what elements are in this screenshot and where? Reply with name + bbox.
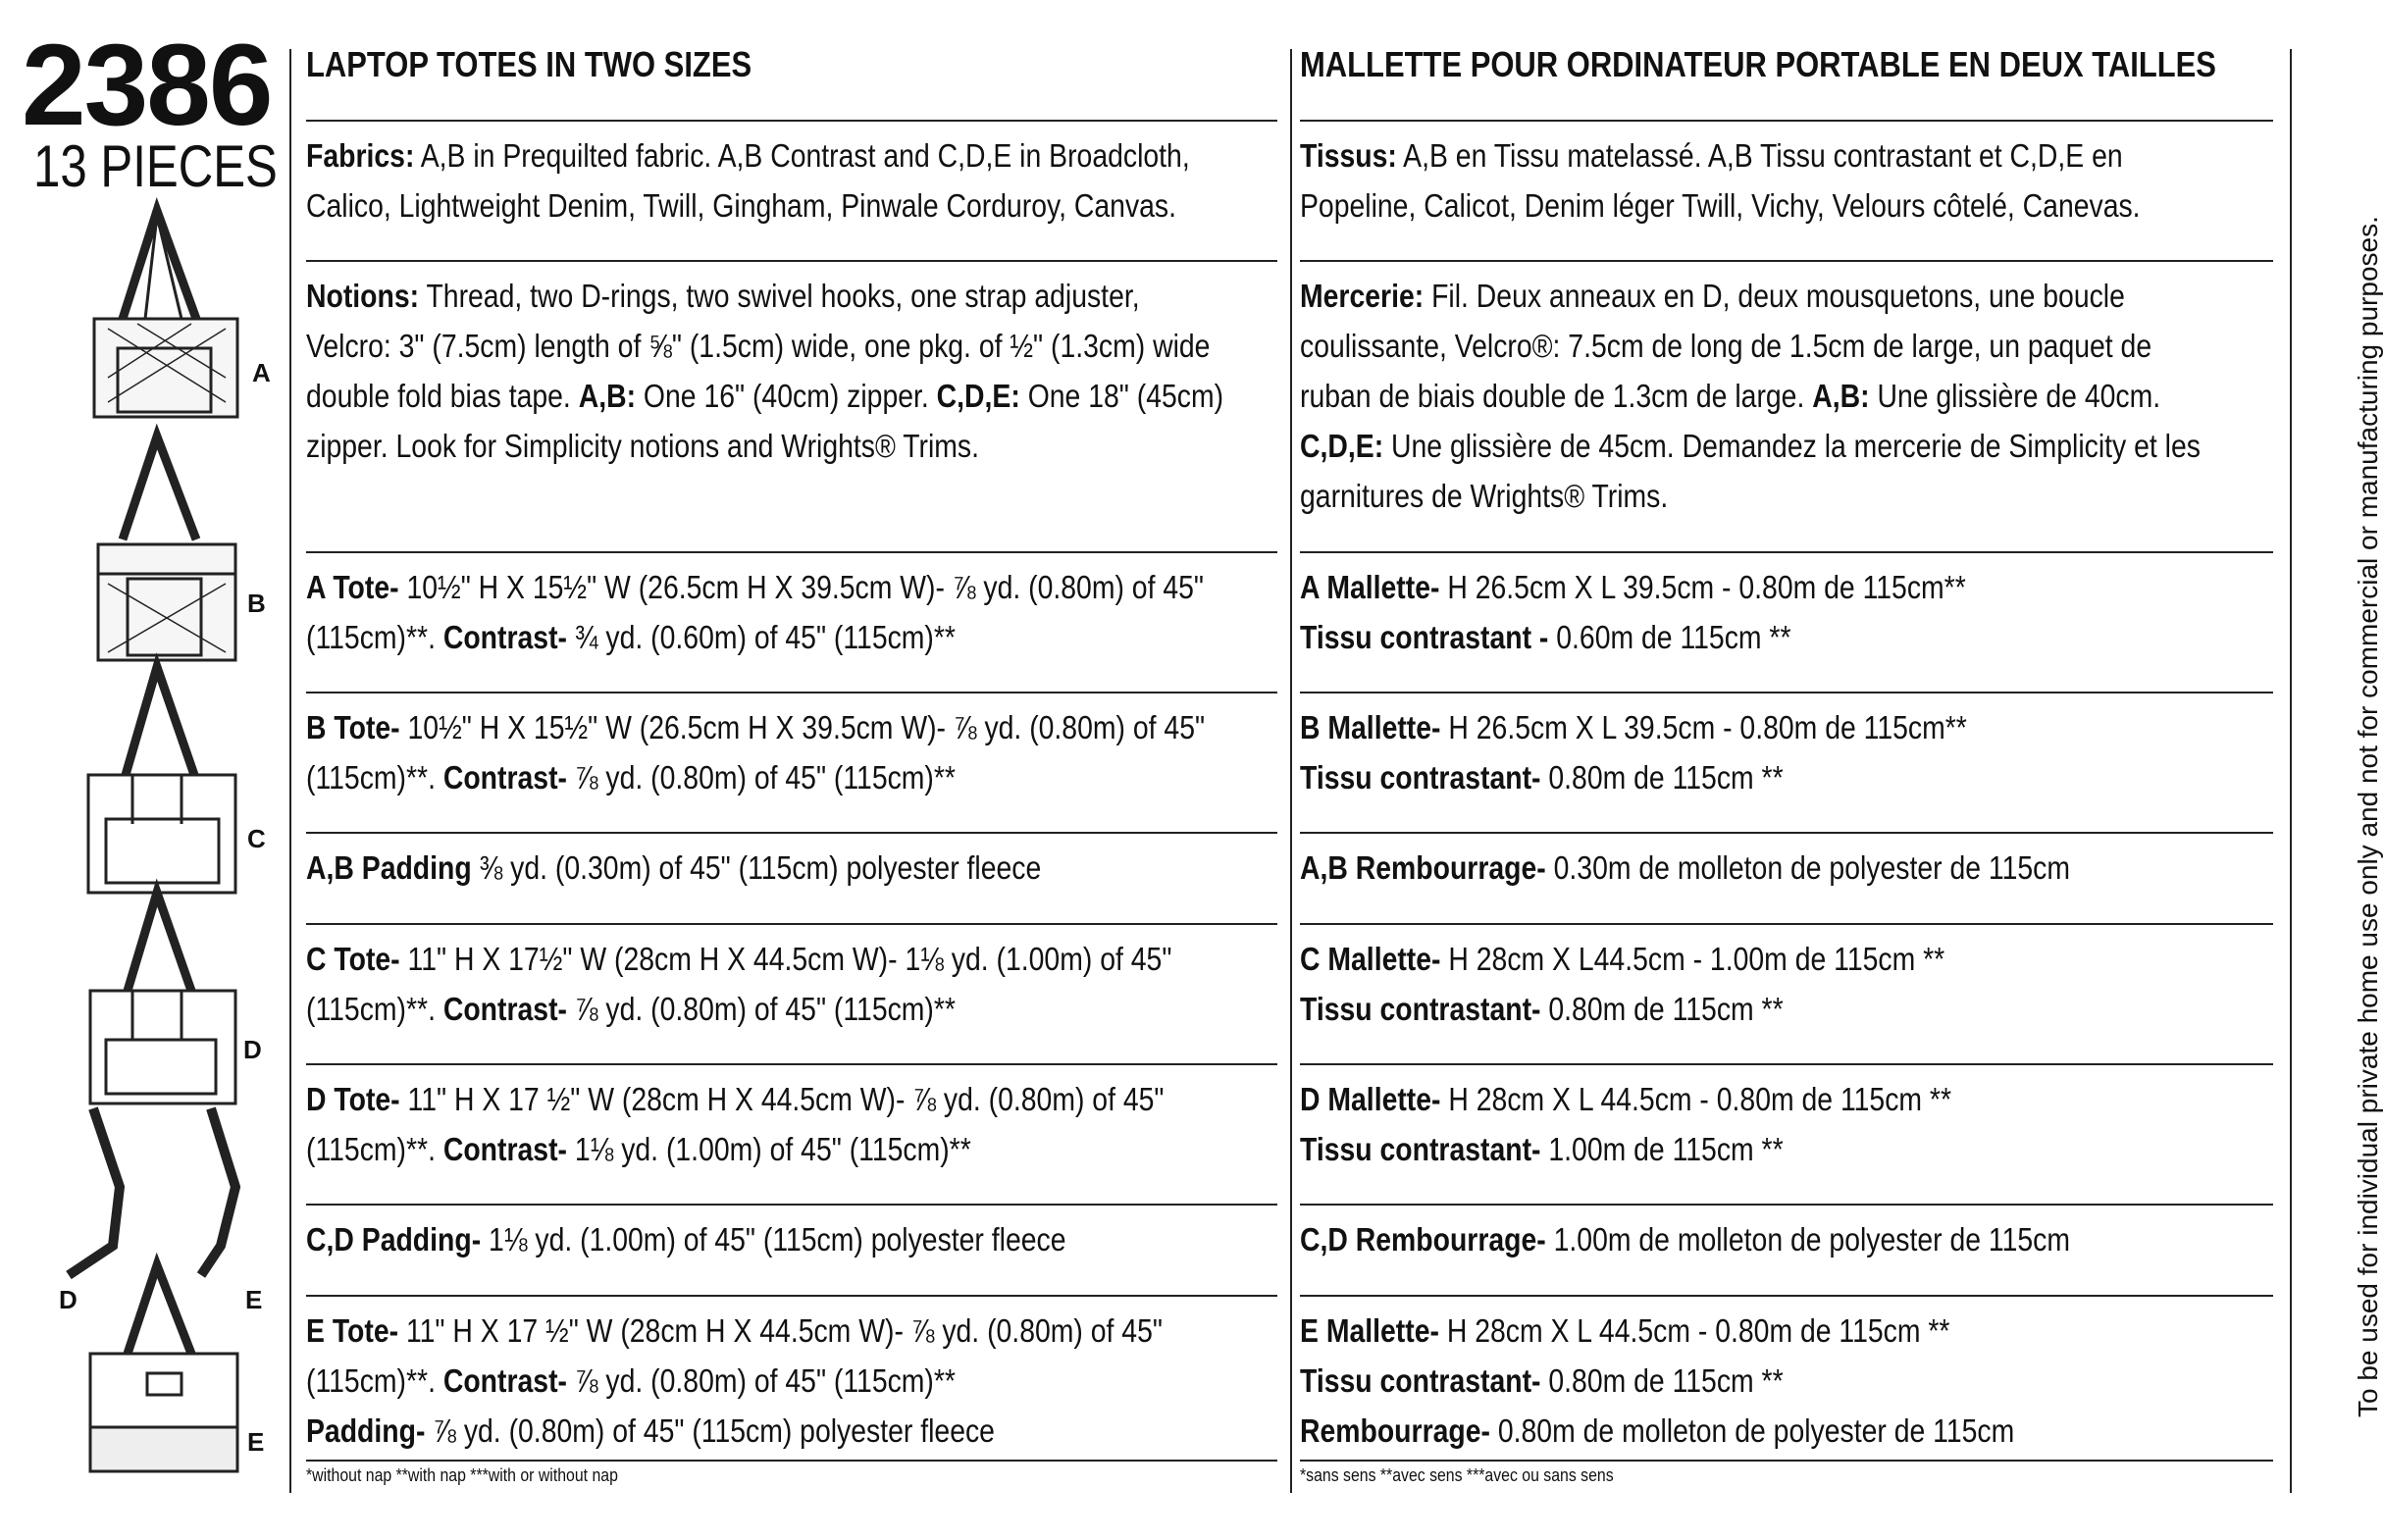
french-ab-padding: A,B Rembourrage- 0.30m de molleton de polyester de 115cm	[1300, 849, 2071, 886]
view-label-e-strap: E	[245, 1285, 263, 1314]
english-notions: Notions: Thread, two D-rings, two swivel hooks, one strap adjuster, Velcro: 3" (7.5cm) length of ⅝" (1.5cm) wide, one pkg. of ½" (1.3cm) wide double fold bias tape. A,B: One 16" (40cm) zipper. C,D,E: One 18" (45cm) zipper. Look for Simplicity notions and Wrights® Trims.	[306, 278, 1224, 464]
french-mallette-c: C Mallette- H 28cm X L44.5cm - 1.00m de 115cm ** Tissu contrastant- 0.80m de 115cm **	[1300, 941, 1945, 1027]
usage-disclaimer: To be used for individual private home use only and not for commercial or manufacturing purposes.	[2353, 216, 2383, 1417]
divider-left	[289, 49, 291, 1493]
tote-d-illustration	[90, 893, 235, 1104]
view-label-d: D	[243, 1035, 262, 1064]
tote-c-illustration	[88, 667, 235, 893]
pattern-number: 2386	[22, 21, 272, 150]
french-mallette-e: E Mallette- H 28cm X L 44.5cm - 0.80m de 115cm ** Tissu contrastant- 0.80m de 115cm ** Rembourrage- 0.80m de molleton de polyester de 115cm	[1300, 1312, 2015, 1449]
french-footnote: *sans sens **avec sens ***avec ou sans sens	[1300, 1465, 1614, 1485]
tote-a-illustration	[94, 211, 237, 417]
french-title: MALLETTE POUR ORDINATEUR PORTABLE EN DEUX TAILLES	[1300, 44, 2216, 84]
french-fabrics: Tissus: A,B en Tissu matelassé. A,B Tissu contrastant et C,D,E en Popeline, Calicot, Denim léger Twill, Vichy, Velours côtelé, Canevas.	[1300, 137, 2141, 224]
french-cd-padding: C,D Rembourrage- 1.00m de molleton de polyester de 115cm	[1300, 1221, 2071, 1258]
view-label-d-strap: D	[59, 1285, 78, 1314]
english-fabrics: Fabrics: A,B in Prequilted fabric. A,B Contrast and C,D,E in Broadcloth, Calico, Lightweight Denim, Twill, Gingham, Pinwale Corduroy, Canvas.	[306, 137, 1190, 224]
divider-right	[2290, 49, 2292, 1493]
english-tote-b: B Tote- 10½" H X 15½" W (26.5cm H X 39.5cm W)- ⅞ yd. (0.80m) of 45" (115cm)**. Contrast- ⅞ yd. (0.80m) of 45" (115cm)**	[306, 709, 1206, 796]
french-mallette-b: B Mallette- H 26.5cm X L 39.5cm - 0.80m de 115cm** Tissu contrastant- 0.80m de 115cm **	[1300, 709, 1967, 796]
strap-illustrations	[69, 1108, 235, 1275]
english-footnote: *without nap **with nap ***with or without nap	[306, 1465, 618, 1485]
view-label-c: C	[247, 824, 266, 853]
tote-b-illustration	[98, 436, 235, 660]
english-cd-padding: C,D Padding- 1⅛ yd. (1.00m) of 45" (115cm) polyester fleece	[306, 1221, 1066, 1258]
view-illustrations	[0, 0, 285, 1535]
piece-count: 13 PIECES	[33, 133, 278, 199]
english-tote-e: E Tote- 11" H X 17 ½" W (28cm H X 44.5cm W)- ⅞ yd. (0.80m) of 45" (115cm)**. Contrast- ⅞ yd. (0.80m) of 45" (115cm)** Padding- ⅞ yd. (0.80m) of 45" (115cm) polyester fleece	[306, 1312, 1163, 1449]
view-label-a: A	[252, 358, 271, 387]
view-label-b: B	[247, 589, 266, 618]
tote-e-illustration	[90, 1265, 237, 1471]
french-mallette-d: D Mallette- H 28cm X L 44.5cm - 0.80m de 115cm ** Tissu contrastant- 1.00m de 115cm **	[1300, 1081, 1952, 1167]
english-ab-padding: A,B Padding ⅜ yd. (0.30m) of 45" (115cm) polyester fleece	[306, 849, 1042, 886]
french-notions: Mercerie: Fil. Deux anneaux en D, deux mousquetons, une boucle coulissante, Velcro®: 7.5cm de long de 1.5cm de large, un paquet de ruban de biais double de 1.3cm de large. A,B: Une glissière de 40cm. C,D,E: Une glissière de 45cm. Demandez la mercerie de Simplicity et les garnitures de Wrights® Trims.	[1300, 278, 2201, 514]
english-tote-d: D Tote- 11" H X 17 ½" W (28cm H X 44.5cm W)- ⅞ yd. (0.80m) of 45" (115cm)**. Contrast- 1⅛ yd. (1.00m) of 45" (115cm)**	[306, 1081, 1165, 1167]
illustrations-column	[0, 0, 285, 1535]
view-label-e: E	[247, 1427, 265, 1457]
english-tote-a: A Tote- 10½" H X 15½" W (26.5cm H X 39.5cm W)- ⅞ yd. (0.80m) of 45" (115cm)**. Contrast- ¾ yd. (0.60m) of 45" (115cm)**	[306, 569, 1205, 655]
english-tote-c: C Tote- 11" H X 17½" W (28cm H X 44.5cm W)- 1⅛ yd. (1.00m) of 45" (115cm)**. Contrast- ⅞ yd. (0.80m) of 45" (115cm)**	[306, 941, 1172, 1027]
english-title: LAPTOP TOTES IN TWO SIZES	[306, 44, 752, 84]
french-mallette-a: A Mallette- H 26.5cm X L 39.5cm - 0.80m de 115cm** Tissu contrastant - 0.60m de 115cm **	[1300, 569, 1966, 655]
